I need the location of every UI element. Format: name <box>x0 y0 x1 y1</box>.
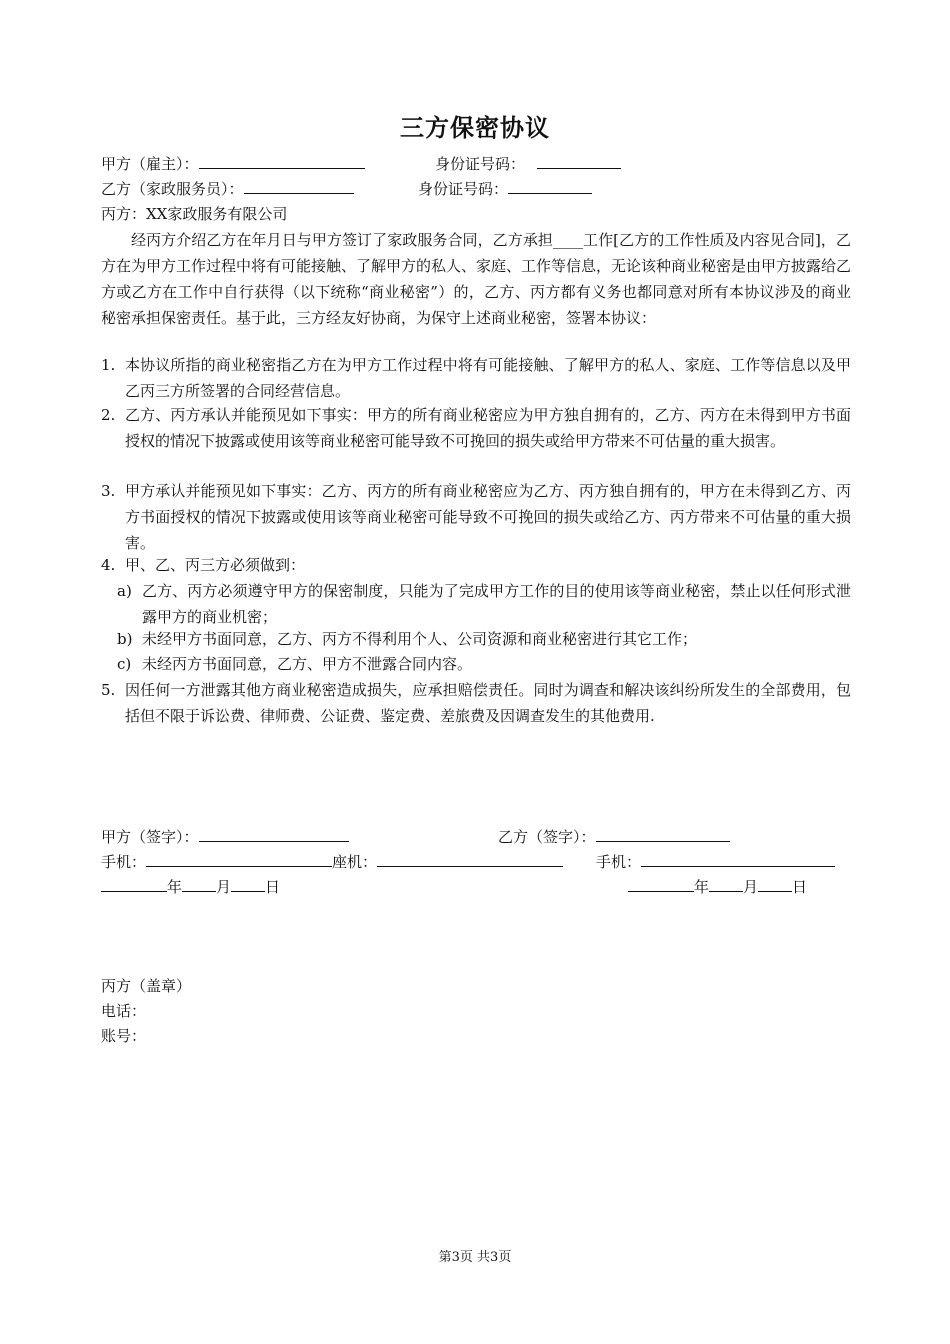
year-blank[interactable] <box>101 874 167 892</box>
clause-number: 3. <box>101 482 116 500</box>
year-blank[interactable] <box>628 874 694 892</box>
subclause-letter: c) <box>117 655 132 673</box>
mobile-label: 手机： <box>101 853 147 871</box>
intro-paragraph: 经丙方介绍乙方在年月日与甲方签订了家政服务合同，乙方承担____工作[乙方的工作性质及内容见合同]，乙方在为甲方工作过程中将有可能接触、了解甲方的私人、家庭、工作等信息，无论该种商业秘密是由甲方披露给乙方或乙方在工作中自行获得（以下统称“商业秘密”）的，乙方、丙方都有义务也都同意对所有本协议涉及的商业秘密承担保密责任。基于此，三方经友好协商，为保守上述商业秘密，签署本协议： <box>101 231 852 327</box>
party-c-line: 丙方：XX家政服务有限公司 <box>101 205 288 223</box>
year-label: 年 <box>167 878 183 896</box>
party-b-line <box>101 176 354 202</box>
month-label: 月 <box>743 878 759 896</box>
party-b-id-blank[interactable] <box>508 176 592 194</box>
day-label: 日 <box>265 878 281 896</box>
party-a-blank[interactable] <box>199 151 365 169</box>
party-b-mobile-blank[interactable] <box>641 849 835 867</box>
subclause-text: 乙方、丙方必须遵守甲方的保密制度，只能为了完成甲方工作的目的使用该等商业秘密，禁止以任何形式泄露甲方的商业机密； <box>142 582 851 626</box>
contact-line <box>101 849 563 875</box>
clause-number: 5. <box>101 681 116 699</box>
party-a-date-line <box>101 874 280 900</box>
party-a-label: 甲方（雇主）： <box>101 155 199 173</box>
party-b-id-label: 身份证号码： <box>418 180 509 198</box>
party-b-date-line <box>628 874 807 900</box>
clause-text: 本协议所指的商业秘密指乙方在为甲方工作过程中将有可能接触、了解甲方的私人、家庭、工作等信息以及甲乙丙三方所签署的合同经营信息。 <box>125 356 851 400</box>
year-label: 年 <box>694 878 710 896</box>
day-blank[interactable] <box>231 874 265 892</box>
party-a-id-label: 身份证号码： <box>435 155 526 173</box>
month-blank[interactable] <box>709 874 743 892</box>
party-a-id-blank[interactable] <box>537 151 621 169</box>
party-b-sign-label: 乙方（签字）： <box>498 828 596 846</box>
party-a-line <box>101 151 365 177</box>
clause-text: 乙方、丙方承认并能预见如下事实：甲方的所有商业秘密应为甲方独自拥有的，乙方、丙方在未得到甲方书面授权的情况下披露或使用该等商业秘密可能导致不可挽回的损失或给甲方带来不可估量的重大损害。 <box>125 406 851 450</box>
month-blank[interactable] <box>182 874 216 892</box>
landline-label: 座机： <box>332 853 378 871</box>
clause-text: 甲、乙、丙三方必须做到： <box>125 556 306 574</box>
clause-text: 甲方承认并能预见如下事实：乙方、丙方的所有商业秘密应为乙方、丙方独自拥有的，甲方在未得到乙方、丙方书面授权的情况下披露或使用该等商业秘密可能导致不可挽回的损失或给乙方、丙方带来不可估量的重大损害。 <box>125 482 851 552</box>
page-footer: 第3页 共3页 <box>438 1250 512 1265</box>
clause-number: 4. <box>101 556 116 574</box>
subclause-text: 未经甲方书面同意，乙方、丙方不得利用个人、公司资源和商业秘密进行其它工作； <box>142 630 698 648</box>
landline-blank[interactable] <box>377 849 563 867</box>
day-blank[interactable] <box>758 874 792 892</box>
party-a-sign-blank[interactable] <box>199 824 349 842</box>
mobile-blank[interactable] <box>146 849 332 867</box>
party-b-signature-line <box>498 824 730 850</box>
clause-number: 2. <box>101 406 116 424</box>
party-a-signature-line <box>101 824 349 850</box>
party-a-sign-label: 甲方（签字）： <box>101 828 199 846</box>
subclause-letter: a) <box>117 582 132 600</box>
party-c-stamp-label: 丙方（盖章） <box>101 977 192 995</box>
month-label: 月 <box>216 878 232 896</box>
party-b-label: 乙方（家政服务员）： <box>101 180 244 198</box>
day-label: 日 <box>792 878 808 896</box>
party-b-mobile-line <box>596 849 835 875</box>
clause-text: 因任何一方泄露其他方商业秘密造成损失，应承担赔偿责任。同时为调查和解决该纠纷所发生的全部费用，包括但不限于诉讼费、律师费、公证费、鉴定费、差旅费及因调查发生的其他费用. <box>125 681 851 725</box>
party-b-id-line <box>418 176 592 202</box>
account-label: 账号： <box>101 1027 147 1045</box>
subclause-text: 未经丙方书面同意，乙方、甲方不泄露合同内容。 <box>142 655 473 673</box>
party-b-mobile-label: 手机： <box>596 853 642 871</box>
party-b-blank[interactable] <box>244 176 354 194</box>
party-b-sign-blank[interactable] <box>596 824 730 842</box>
clause-number: 1. <box>101 356 116 374</box>
subclause-letter: b) <box>117 630 133 648</box>
phone-label: 电话： <box>101 1002 147 1020</box>
party-a-id-line <box>435 151 621 177</box>
document-title: 三方保密协议 <box>400 113 550 142</box>
